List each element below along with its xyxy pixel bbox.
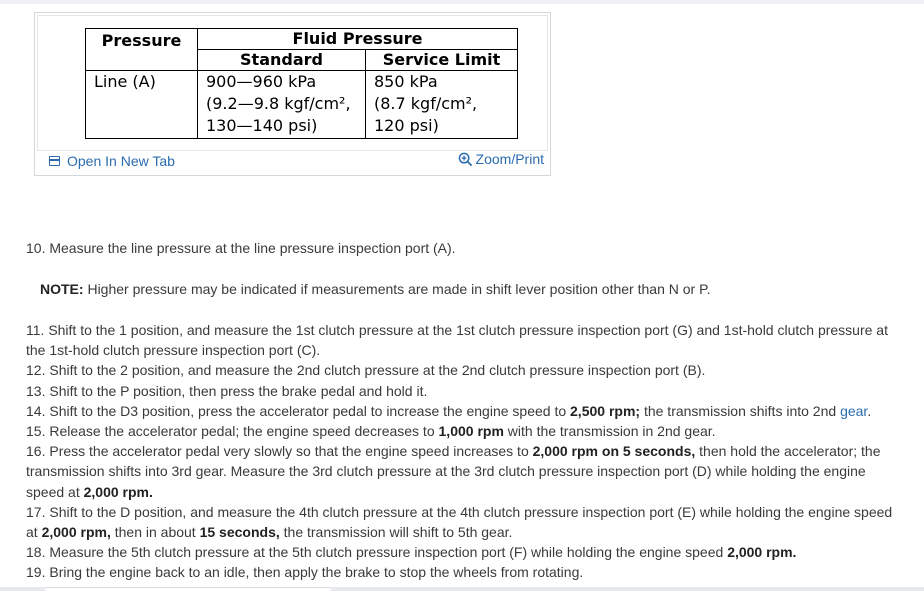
header-fluid-pressure: Fluid Pressure — [198, 29, 518, 50]
step-16-text: 16. Press the accelerator pedal very slowly so that the engine speed increases to — [26, 443, 533, 460]
service-line-3: 120 psi) — [374, 116, 439, 135]
step-16-text-2: then hold the accelerator; the transmission shifts into 3rd gear. Measure the 3rd clutch pressure at the 3rd clutch pressure inspection port (D) while holding the engine speed at — [26, 443, 881, 500]
header-service-limit: Service Limit — [366, 50, 518, 71]
step-14-rpm: 2,500 rpm; — [570, 402, 641, 419]
service-line-1: 850 kPa — [374, 72, 438, 91]
step-18-text: 18. Measure the 5th clutch pressure at the 5th clutch pressure inspection port (F) while holding the engine speed — [26, 544, 728, 561]
note — [40, 279, 910, 299]
top-rule — [0, 0, 924, 4]
step-16 — [26, 441, 896, 502]
step-16-rpm: 2,000 rpm on 5 seconds, — [532, 443, 696, 460]
zoom-print-link[interactable] — [458, 151, 544, 167]
step-17-text: 17. Shift to the D position, and measure the 4th clutch pressure at the 4th clutch pressure inspection port (E) while holding the engine speed at — [26, 503, 893, 541]
step-17 — [26, 502, 896, 542]
zoom-icon — [458, 152, 473, 167]
step-16-rpm-2: 2,000 rpm. — [83, 483, 153, 500]
step-15 — [26, 421, 896, 441]
service-limit-value — [366, 71, 518, 139]
standard-value — [198, 71, 366, 139]
bottom-scrollbar[interactable] — [0, 587, 924, 591]
step-17-rpm: 2,000 rpm, — [41, 524, 111, 541]
gear-link[interactable]: gear — [840, 402, 868, 419]
step-10: 10. Measure the line pressure at the line pressure inspection port (A). — [26, 240, 456, 256]
standard-line-1: 900—960 kPa — [206, 72, 317, 91]
header-standard: Standard — [198, 50, 366, 71]
step-15-rpm: 1,000 rpm — [438, 423, 504, 440]
step-14-text-2: the transmission shifts into 2nd — [640, 402, 841, 419]
standard-line-2: (9.2—9.8 kgf/cm², — [206, 94, 351, 113]
service-line-2: (8.7 kgf/cm², — [374, 94, 478, 113]
step-17-text-2: then in about — [110, 524, 200, 541]
step-15-text-2: with the transmission in 2nd gear. — [503, 423, 716, 440]
procedure-steps — [26, 320, 896, 583]
figure-card — [34, 12, 551, 176]
row-label-line-a: Line (A) — [86, 71, 198, 139]
note-text: Higher pressure may be indicated if measurements are made in shift lever position other than N or P. — [83, 281, 711, 297]
step-19: 19. Bring the engine back to an idle, then apply the brake to stop the wheels from rotating. — [26, 564, 584, 581]
open-in-new-tab-label: Open In New Tab — [67, 153, 175, 169]
zoom-print-label: Zoom/Print — [475, 151, 544, 167]
open-in-new-tab-link[interactable] — [49, 153, 175, 169]
step-11: 11. Shift to the 1 position, and measure the 1st clutch pressure at the 1st clutch pressure inspection port (G) and 1st-hold clutch pressure at the 1st-hold clutch pressure inspection port (C). — [26, 322, 888, 359]
note-label: NOTE: — [40, 281, 84, 297]
step-14-end: . — [867, 402, 872, 419]
step-17-seconds: 15 seconds, — [199, 524, 280, 541]
step-18-rpm: 2,000 rpm. — [727, 544, 797, 561]
step-18 — [26, 542, 896, 562]
step-17-text-3: the transmission will shift to 5th gear. — [279, 524, 513, 541]
scrollbar-thumb[interactable] — [45, 587, 331, 591]
window-icon — [49, 156, 60, 166]
header-pressure: Pressure — [86, 29, 198, 71]
spec-table-image — [37, 15, 548, 151]
fluid-pressure-table — [85, 28, 518, 139]
step-14 — [26, 401, 896, 421]
step-15-text: 15. Release the accelerator pedal; the engine speed decreases to — [26, 423, 439, 440]
step-14-text: 14. Shift to the D3 position, press the accelerator pedal to increase the engine speed to — [26, 402, 571, 419]
standard-line-3: 130—140 psi) — [206, 116, 318, 135]
step-12: 12. Shift to the 2 position, and measure the 2nd clutch pressure at the 2nd clutch pressure inspection port (B). — [26, 362, 706, 379]
step-13: 13. Shift to the P position, then press the brake pedal and hold it. — [26, 382, 428, 399]
